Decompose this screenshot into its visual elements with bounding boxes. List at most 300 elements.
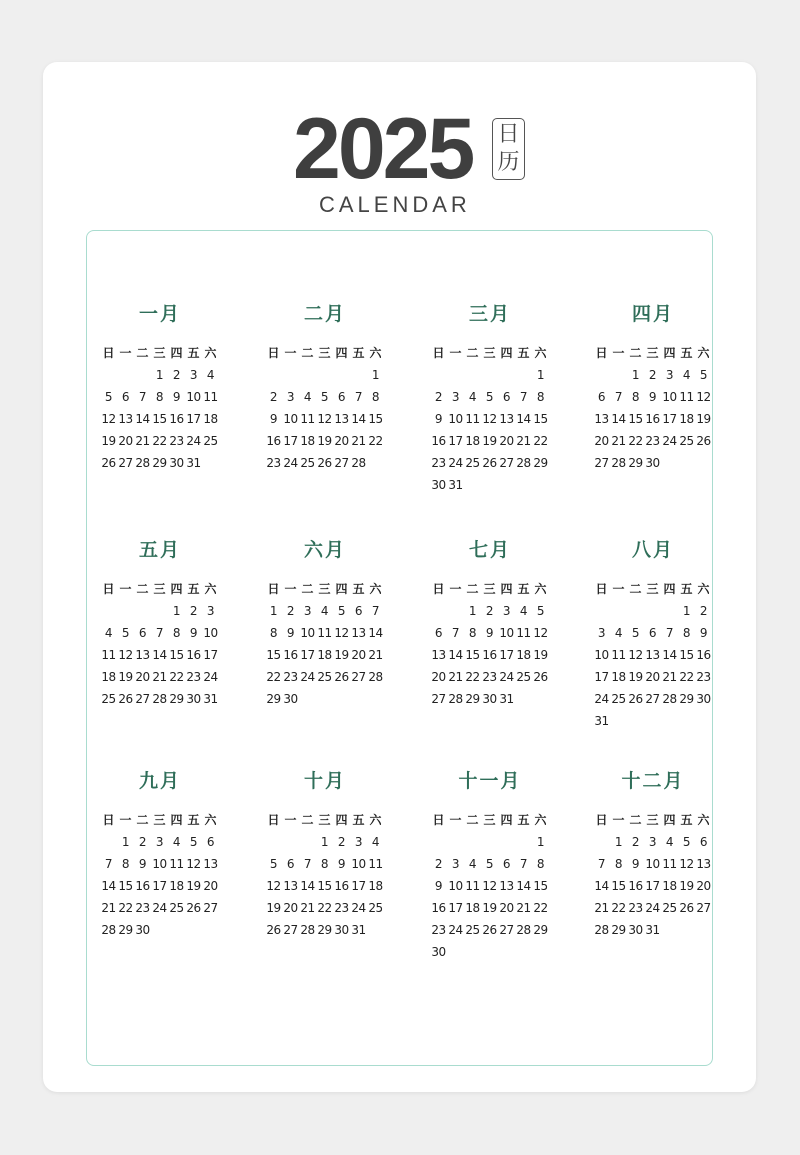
empty-day-cell [367, 919, 384, 941]
day-cell: 18 [300, 434, 315, 448]
weekday-label: 二 [136, 813, 149, 827]
weekday-label: 日 [102, 582, 115, 596]
day-cell: 15 [533, 879, 548, 893]
day-cell: 20 [351, 648, 366, 662]
month-title: 四月 [631, 303, 674, 325]
day-cell: 20 [645, 670, 660, 684]
day-cell: 30 [431, 945, 446, 959]
day-cell: 27 [499, 456, 514, 470]
week-row [593, 452, 713, 474]
empty-day-cell [100, 600, 117, 622]
day-cell: 28 [594, 923, 609, 937]
calendar-label-char: 历 [497, 150, 520, 175]
day-cell: 19 [186, 879, 201, 893]
day-cell: 7 [614, 390, 623, 404]
day-cell: 17 [662, 412, 677, 426]
day-cell: 27 [118, 456, 133, 470]
day-cell: 13 [499, 879, 514, 893]
day-cell: 2 [172, 368, 181, 382]
day-cell: 30 [283, 692, 298, 706]
weekday-label: 一 [284, 346, 297, 360]
day-cell: 13 [594, 412, 609, 426]
day-cell: 12 [266, 879, 281, 893]
week-row [265, 386, 385, 408]
day-cell: 5 [269, 857, 278, 871]
month-title: 十月 [303, 770, 346, 792]
month-block [265, 301, 385, 474]
day-cell: 16 [169, 412, 184, 426]
weekday-label: 四 [663, 582, 676, 596]
day-cell: 1 [468, 604, 477, 618]
empty-day-cell [498, 831, 515, 853]
day-cell: 3 [648, 835, 657, 849]
day-cell: 9 [434, 879, 443, 893]
weekday-label: 三 [318, 582, 331, 596]
weekday-label: 一 [612, 346, 625, 360]
empty-day-cell [498, 474, 515, 496]
weekday-label: 五 [187, 582, 200, 596]
weekday-label: 日 [267, 582, 280, 596]
day-cell: 29 [266, 692, 281, 706]
day-cell: 8 [155, 390, 164, 404]
week-row [100, 875, 220, 897]
day-cell: 27 [645, 692, 660, 706]
day-cell: 17 [448, 901, 463, 915]
day-cell: 19 [118, 670, 133, 684]
month-title: 六月 [303, 539, 346, 561]
day-cell: 15 [152, 412, 167, 426]
day-cell: 6 [434, 626, 443, 640]
month-block [100, 537, 220, 710]
day-cell: 23 [696, 670, 711, 684]
day-cell: 27 [499, 923, 514, 937]
day-cell: 17 [645, 879, 660, 893]
day-cell: 22 [152, 434, 167, 448]
day-cell: 30 [482, 692, 497, 706]
weekday-label: 六 [204, 346, 217, 360]
day-cell: 18 [101, 670, 116, 684]
week-row [593, 666, 713, 688]
day-cell: 5 [536, 604, 545, 618]
week-row [430, 600, 550, 622]
weekday-header [430, 809, 550, 831]
weekday-header [100, 809, 220, 831]
day-cell: 22 [679, 670, 694, 684]
day-cell: 21 [351, 434, 366, 448]
day-cell: 21 [152, 670, 167, 684]
day-cell: 29 [118, 923, 133, 937]
day-cell: 16 [431, 434, 446, 448]
day-cell: 19 [317, 434, 332, 448]
weekday-label: 一 [449, 582, 462, 596]
day-cell: 11 [679, 390, 694, 404]
empty-day-cell [151, 919, 168, 941]
day-cell: 3 [286, 390, 295, 404]
day-cell: 14 [135, 412, 150, 426]
day-cell: 4 [172, 835, 181, 849]
day-cell: 26 [482, 923, 497, 937]
weekday-label: 日 [595, 813, 608, 827]
day-cell: 20 [594, 434, 609, 448]
week-row [265, 688, 385, 710]
weekday-header [430, 578, 550, 600]
weekday-label: 五 [352, 582, 365, 596]
empty-day-cell [515, 474, 532, 496]
day-cell: 30 [645, 456, 660, 470]
empty-day-cell [644, 710, 661, 732]
month-title: 七月 [468, 539, 511, 561]
day-cell: 17 [152, 879, 167, 893]
day-cell: 28 [611, 456, 626, 470]
day-cell: 12 [628, 648, 643, 662]
day-cell: 26 [334, 670, 349, 684]
empty-day-cell [498, 941, 515, 963]
day-cell: 4 [104, 626, 113, 640]
day-cell: 4 [320, 604, 329, 618]
day-cell: 20 [696, 879, 711, 893]
week-row [593, 622, 713, 644]
weekday-label: 日 [267, 346, 280, 360]
empty-day-cell [202, 452, 219, 474]
weekday-label: 二 [629, 346, 642, 360]
empty-day-cell [498, 364, 515, 386]
day-cell: 12 [533, 626, 548, 640]
week-row [430, 853, 550, 875]
weekday-label: 二 [301, 346, 314, 360]
empty-day-cell [515, 364, 532, 386]
day-cell: 1 [536, 368, 545, 382]
day-cell: 2 [434, 857, 443, 871]
day-cell: 8 [371, 390, 380, 404]
month-title: 十二月 [621, 770, 685, 792]
day-cell: 13 [283, 879, 298, 893]
day-cell: 25 [611, 692, 626, 706]
weekday-label: 三 [483, 346, 496, 360]
empty-day-cell [333, 364, 350, 386]
week-row [100, 600, 220, 622]
day-cell: 1 [371, 368, 380, 382]
empty-day-cell [447, 364, 464, 386]
day-cell: 16 [283, 648, 298, 662]
day-cell: 1 [614, 835, 623, 849]
day-cell: 30 [431, 478, 446, 492]
day-cell: 30 [628, 923, 643, 937]
weekday-label: 日 [267, 813, 280, 827]
calendar-card [43, 62, 756, 1092]
day-cell: 15 [266, 648, 281, 662]
day-cell: 1 [269, 604, 278, 618]
day-cell: 9 [337, 857, 346, 871]
empty-day-cell [532, 941, 549, 963]
day-cell: 7 [665, 626, 674, 640]
day-cell: 7 [371, 604, 380, 618]
empty-day-cell [661, 919, 678, 941]
empty-day-cell [134, 364, 151, 386]
day-cell: 16 [431, 901, 446, 915]
day-cell: 7 [451, 626, 460, 640]
day-cell: 16 [334, 879, 349, 893]
day-cell: 29 [152, 456, 167, 470]
empty-day-cell [593, 831, 610, 853]
week-row [265, 644, 385, 666]
day-cell: 14 [516, 412, 531, 426]
empty-day-cell [151, 600, 168, 622]
empty-day-cell [299, 688, 316, 710]
day-cell: 22 [368, 434, 383, 448]
month-title: 五月 [138, 539, 181, 561]
day-cell: 17 [300, 648, 315, 662]
day-cell: 10 [283, 412, 298, 426]
empty-day-cell [350, 364, 367, 386]
day-cell: 19 [334, 648, 349, 662]
day-cell: 3 [155, 835, 164, 849]
weekday-label: 一 [612, 582, 625, 596]
day-cell: 26 [118, 692, 133, 706]
day-cell: 25 [300, 456, 315, 470]
empty-day-cell [168, 919, 185, 941]
day-cell: 8 [614, 857, 623, 871]
empty-day-cell [481, 831, 498, 853]
empty-day-cell [610, 710, 627, 732]
day-cell: 24 [351, 901, 366, 915]
weekday-label: 四 [500, 813, 513, 827]
day-cell: 7 [354, 390, 363, 404]
week-row [100, 666, 220, 688]
day-cell: 1 [155, 368, 164, 382]
day-cell: 18 [662, 879, 677, 893]
empty-day-cell [282, 364, 299, 386]
day-cell: 3 [451, 857, 460, 871]
weekday-header [100, 578, 220, 600]
day-cell: 14 [662, 648, 677, 662]
month-title: 八月 [631, 539, 674, 561]
weekday-label: 五 [517, 346, 530, 360]
day-cell: 10 [448, 412, 463, 426]
day-cell: 10 [186, 390, 201, 404]
day-cell: 17 [283, 434, 298, 448]
day-cell: 22 [533, 901, 548, 915]
day-cell: 18 [611, 670, 626, 684]
week-row [265, 452, 385, 474]
day-cell: 25 [465, 923, 480, 937]
day-cell: 9 [286, 626, 295, 640]
day-cell: 27 [696, 901, 711, 915]
day-cell: 12 [186, 857, 201, 871]
day-cell: 16 [696, 648, 711, 662]
weekday-label: 六 [697, 813, 710, 827]
empty-day-cell [134, 600, 151, 622]
empty-day-cell [447, 600, 464, 622]
day-cell: 14 [300, 879, 315, 893]
weekday-header [593, 578, 713, 600]
day-cell: 6 [597, 390, 606, 404]
empty-day-cell [627, 710, 644, 732]
weekday-label: 一 [119, 813, 132, 827]
empty-day-cell [464, 364, 481, 386]
day-cell: 26 [101, 456, 116, 470]
day-cell: 3 [502, 604, 511, 618]
weekday-label: 日 [432, 582, 445, 596]
week-row [593, 875, 713, 897]
weekday-label: 一 [119, 582, 132, 596]
day-cell: 6 [699, 835, 708, 849]
day-cell: 6 [648, 626, 657, 640]
weekday-label: 三 [483, 582, 496, 596]
day-cell: 5 [337, 604, 346, 618]
weekday-label: 五 [680, 346, 693, 360]
month-title: 二月 [303, 303, 346, 325]
week-row [430, 622, 550, 644]
day-cell: 22 [628, 434, 643, 448]
empty-day-cell [367, 688, 384, 710]
day-cell: 12 [679, 857, 694, 871]
month-block [593, 768, 713, 941]
day-cell: 26 [482, 456, 497, 470]
week-row [265, 430, 385, 452]
day-cell: 5 [320, 390, 329, 404]
day-cell: 31 [499, 692, 514, 706]
week-row [430, 364, 550, 386]
week-row [265, 831, 385, 853]
empty-day-cell [464, 941, 481, 963]
day-cell: 6 [121, 390, 130, 404]
weekday-header [265, 809, 385, 831]
weekday-label: 五 [352, 813, 365, 827]
day-cell: 6 [502, 390, 511, 404]
day-cell: 23 [169, 434, 184, 448]
empty-day-cell [481, 941, 498, 963]
day-cell: 24 [448, 923, 463, 937]
empty-day-cell [316, 688, 333, 710]
day-cell: 2 [286, 604, 295, 618]
day-cell: 31 [594, 714, 609, 728]
weekday-label: 二 [301, 582, 314, 596]
week-row [430, 666, 550, 688]
day-cell: 19 [482, 434, 497, 448]
weekday-label: 日 [432, 346, 445, 360]
week-row [265, 666, 385, 688]
day-cell: 6 [502, 857, 511, 871]
day-cell: 9 [434, 412, 443, 426]
day-cell: 23 [482, 670, 497, 684]
day-cell: 8 [536, 390, 545, 404]
weekday-label: 二 [466, 813, 479, 827]
day-cell: 28 [152, 692, 167, 706]
day-cell: 14 [611, 412, 626, 426]
weekday-label: 六 [697, 582, 710, 596]
empty-day-cell [350, 688, 367, 710]
day-cell: 13 [203, 857, 218, 871]
week-row [430, 831, 550, 853]
day-cell: 10 [203, 626, 218, 640]
day-cell: 24 [499, 670, 514, 684]
day-cell: 11 [465, 412, 480, 426]
weekday-label: 一 [284, 813, 297, 827]
day-cell: 7 [104, 857, 113, 871]
day-cell: 21 [448, 670, 463, 684]
day-cell: 23 [431, 456, 446, 470]
day-cell: 4 [371, 835, 380, 849]
day-cell: 4 [206, 368, 215, 382]
day-cell: 5 [485, 390, 494, 404]
day-cell: 30 [135, 923, 150, 937]
day-cell: 2 [189, 604, 198, 618]
day-cell: 18 [203, 412, 218, 426]
day-cell: 25 [679, 434, 694, 448]
weekday-header [265, 578, 385, 600]
day-cell: 22 [169, 670, 184, 684]
day-cell: 13 [696, 857, 711, 871]
weekday-label: 四 [335, 346, 348, 360]
week-row [100, 622, 220, 644]
week-row [100, 430, 220, 452]
week-row [593, 688, 713, 710]
empty-day-cell [661, 600, 678, 622]
day-cell: 24 [152, 901, 167, 915]
day-cell: 24 [662, 434, 677, 448]
week-row [430, 386, 550, 408]
day-cell: 29 [169, 692, 184, 706]
day-cell: 23 [283, 670, 298, 684]
day-cell: 26 [266, 923, 281, 937]
day-cell: 2 [631, 835, 640, 849]
calendar-subtitle: CALENDAR [319, 192, 471, 217]
day-cell: 4 [519, 604, 528, 618]
day-cell: 28 [516, 456, 531, 470]
day-cell: 28 [300, 923, 315, 937]
day-cell: 5 [631, 626, 640, 640]
day-cell: 24 [645, 901, 660, 915]
day-cell: 10 [499, 626, 514, 640]
day-cell: 30 [169, 456, 184, 470]
empty-day-cell [100, 364, 117, 386]
week-row [593, 386, 713, 408]
day-cell: 18 [465, 434, 480, 448]
empty-day-cell [532, 688, 549, 710]
day-cell: 14 [101, 879, 116, 893]
weekday-label: 二 [301, 813, 314, 827]
day-cell: 11 [611, 648, 626, 662]
weekday-label: 一 [449, 813, 462, 827]
day-cell: 17 [203, 648, 218, 662]
day-cell: 15 [628, 412, 643, 426]
week-row [100, 644, 220, 666]
day-cell: 23 [135, 901, 150, 915]
day-cell: 1 [320, 835, 329, 849]
day-cell: 2 [485, 604, 494, 618]
empty-day-cell [515, 688, 532, 710]
week-row [430, 408, 550, 430]
day-cell: 7 [138, 390, 147, 404]
day-cell: 28 [516, 923, 531, 937]
day-cell: 12 [101, 412, 116, 426]
empty-day-cell [447, 941, 464, 963]
day-cell: 18 [679, 412, 694, 426]
day-cell: 3 [597, 626, 606, 640]
day-cell: 1 [631, 368, 640, 382]
weekday-label: 四 [335, 813, 348, 827]
day-cell: 5 [189, 835, 198, 849]
month-block [430, 301, 550, 496]
week-row [593, 853, 713, 875]
day-cell: 2 [269, 390, 278, 404]
day-cell: 15 [679, 648, 694, 662]
week-row [593, 919, 713, 941]
empty-day-cell [593, 364, 610, 386]
day-cell: 25 [465, 456, 480, 470]
empty-day-cell [333, 688, 350, 710]
day-cell: 5 [682, 835, 691, 849]
